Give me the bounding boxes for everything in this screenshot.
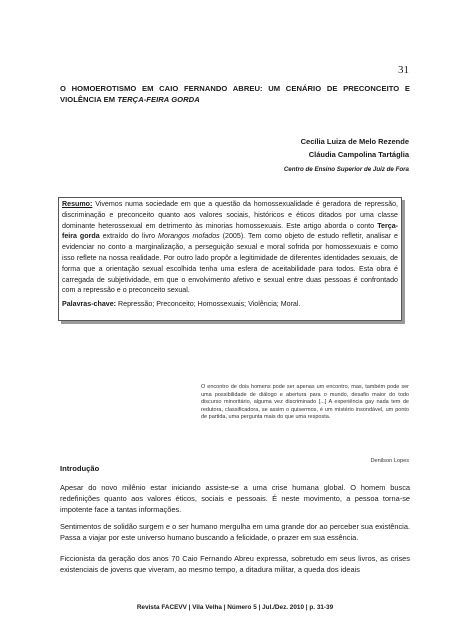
author-2: Cláudia Campolina Tartáglia bbox=[308, 150, 409, 159]
author-1: Cecília Luiza de Melo Rezende bbox=[300, 137, 409, 146]
abstract-text: Vivemos numa sociedade em que a questão da homossexualidade é geradora de repressão, discriminação e preconceito quanto aos valores sociais, históricos e éticos ditados por uma classe dominante heterossexual em detrimento às minorias homossexuais. Este artigo aborda o conto bbox=[62, 200, 398, 230]
keywords: Repressão; Preconceito; Homossexuais; Violência; Moral. bbox=[116, 300, 301, 309]
keywords-line bbox=[62, 299, 398, 310]
abstract-paragraph bbox=[62, 199, 398, 296]
institution: Centro de Ensino Superior de Juiz de Fora bbox=[283, 166, 409, 173]
body-paragraph-3: Ficcionista da geração dos anos 70 Caio Fernando Abreu expressa, sobretudo em seus livros, as crises existenciais de jovens que viveram, ao mesmo tempo, a ditadura militar, a queda dos ideais bbox=[60, 554, 410, 574]
article-title bbox=[60, 83, 410, 105]
section-heading: Introdução bbox=[60, 464, 100, 473]
abstract-book-title: Morangos mofados bbox=[158, 232, 220, 241]
abstract-text: (2005). Tem como objeto de estudo refletir, analisar e evidenciar no conto a marginalização, a perseguição sexual e moral sofrida por homossexuais e como isso reflete na nossa realidade. Por outro lado propôr a legitimidade de diferentes identidades sexuais, de forma que a orientação sexual escolhida tenha uma esfera de aceitabilidade para todos. Esta obra é carregada de subjetividade, em que o envolvimento afetivo e sexual entre duas pessoas é confrontado com a repressão e o preconceito sexual. bbox=[62, 232, 398, 295]
article-title-main: O HOMOEROTISMO EM CAIO FERNANDO ABREU: UM CENÁRIO DE PRECONCEITO E VIOLÊNCIA EM bbox=[60, 84, 410, 104]
body-paragraph-1: Apesar do novo milênio estar iniciando assiste-se a uma crise humana global. O homem busca redefinições quanto aos valores éticos, sociais e pessoais. É neste movimento, a pessoa torna-se impotente face a tantas informações. bbox=[60, 483, 410, 514]
epigraph-author: Denilson Lopes bbox=[370, 458, 409, 464]
body-paragraph-2: Sentimentos de solidão surgem e o ser humano mergulha em uma grande dor ao perceber sua existência. Passa a viajar por este universo humano buscando a felicidade, o prazer em sua essência. bbox=[60, 522, 410, 542]
abstract-story-title: Terça-feira gorda bbox=[62, 221, 398, 241]
article-title-italic: TERÇA-FEIRA GORDA bbox=[117, 95, 200, 104]
abstract-label: Resumo: bbox=[62, 200, 93, 208]
page-footer: Revista FACEVV | Vila Velha | Número 5 | Jul./Dez. 2010 | p. 31-39 bbox=[136, 604, 334, 611]
epigraph-quote: O encontro de dois homens pode ser apenas um encontro, mas, também pode ser uma possibilidade de diálogo e abertura para o mundo, desafio maior do todo discurso minoritário, alguma vez discriminado [...] A experiência gay nada tem de redutora, classificadora, se assim o quisermos, é um mistério insondável, um ponto de partida, uma pergunta mais do que uma resposta. bbox=[201, 384, 409, 421]
abstract-box bbox=[58, 197, 402, 321]
abstract-text: extraído do livro bbox=[99, 232, 158, 241]
page-number: 31 bbox=[398, 64, 409, 76]
keywords-label: Palavras-chave: bbox=[62, 300, 117, 309]
